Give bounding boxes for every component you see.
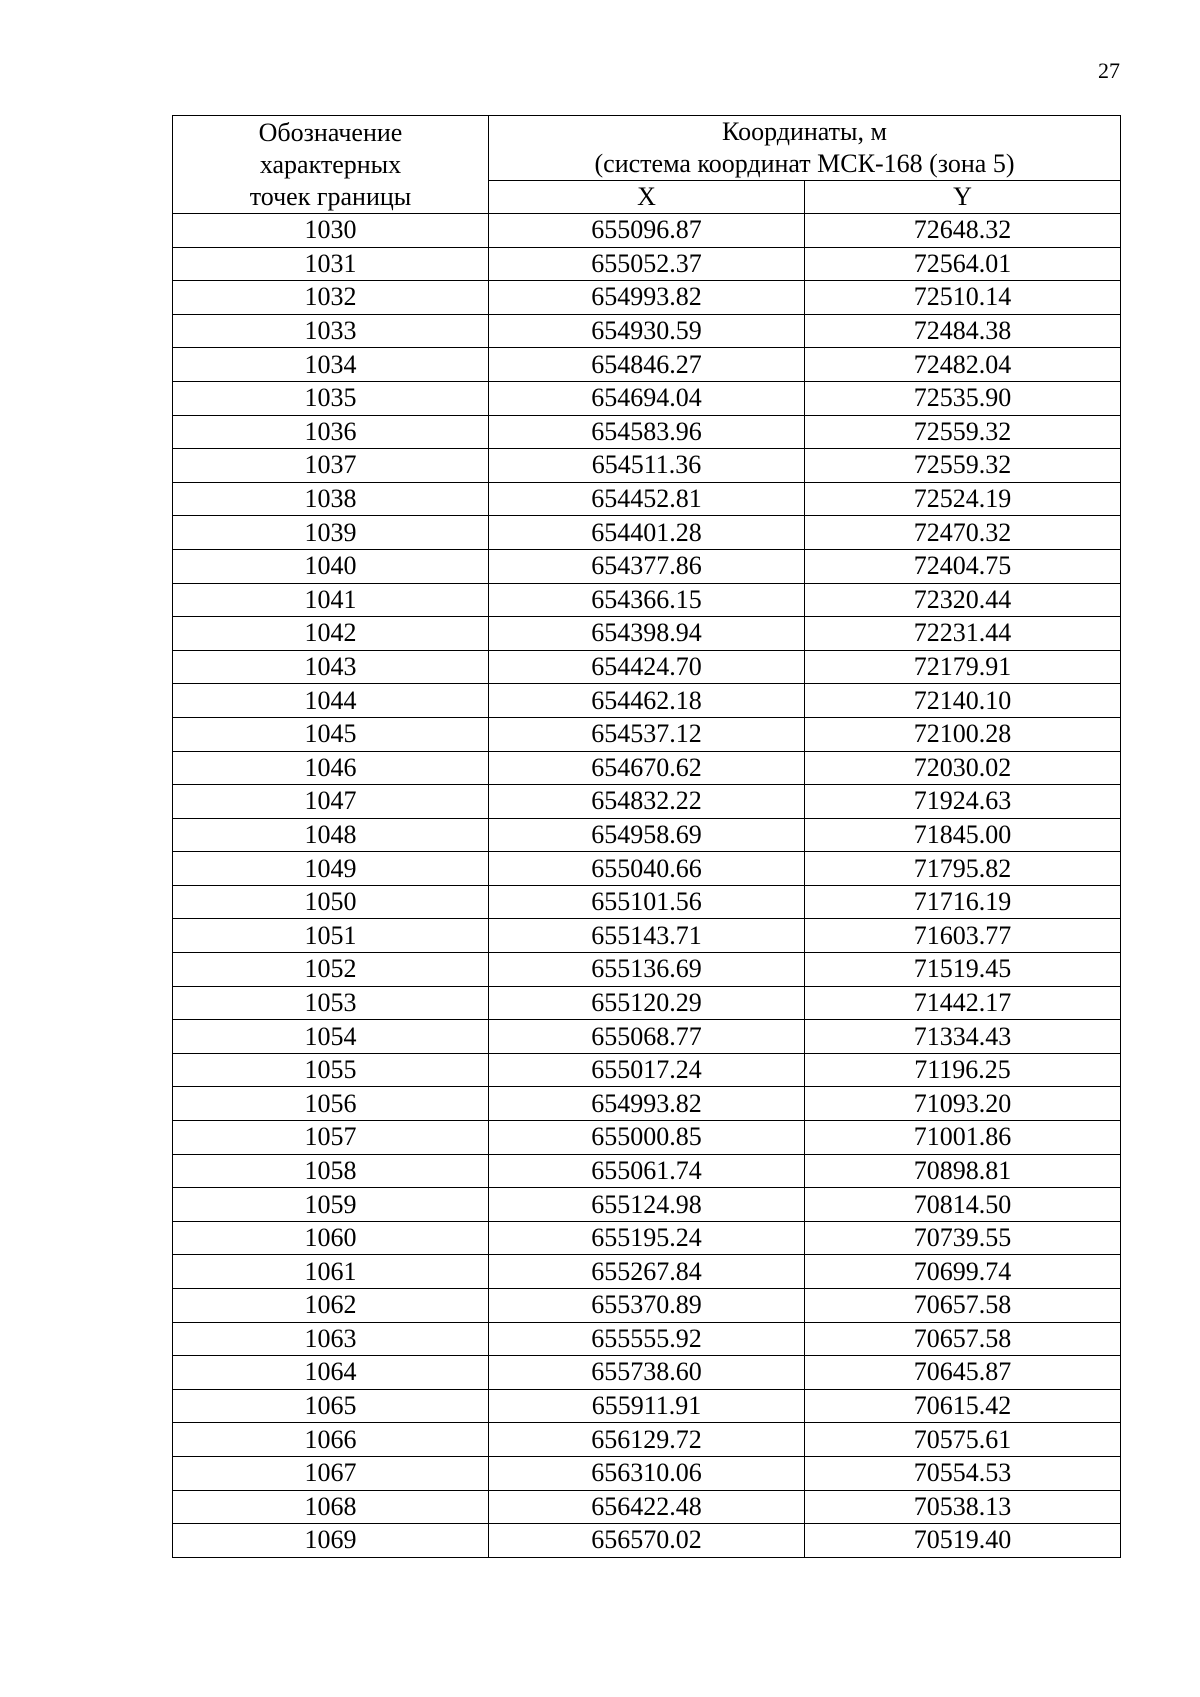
x-cell: 655096.87: [489, 214, 805, 248]
table-body: [173, 214, 1121, 1558]
y-cell: 70519.40: [805, 1524, 1121, 1558]
x-cell: 654424.70: [489, 650, 805, 684]
point-cell: 1041: [173, 583, 489, 617]
y-cell: 72404.75: [805, 549, 1121, 583]
header-y: Y: [805, 181, 1121, 214]
table-row: [173, 1121, 1121, 1155]
y-cell: 72648.32: [805, 214, 1121, 248]
page-number: 27: [1098, 58, 1120, 83]
x-cell: 655555.92: [489, 1322, 805, 1356]
x-cell: 655195.24: [489, 1221, 805, 1255]
table-row: [173, 818, 1121, 852]
y-cell: 70657.58: [805, 1322, 1121, 1356]
point-cell: 1052: [173, 953, 489, 987]
x-cell: 655120.29: [489, 986, 805, 1020]
y-cell: 71196.25: [805, 1053, 1121, 1087]
table-row: [173, 516, 1121, 550]
y-cell: 71795.82: [805, 852, 1121, 886]
point-cell: 1047: [173, 785, 489, 819]
table-row: [173, 919, 1121, 953]
y-cell: 72510.14: [805, 281, 1121, 315]
header-coordinates: [489, 116, 1121, 181]
point-cell: 1062: [173, 1289, 489, 1323]
table-row: [173, 583, 1121, 617]
y-cell: 72482.04: [805, 348, 1121, 382]
point-cell: 1045: [173, 717, 489, 751]
table-row: [173, 314, 1121, 348]
table-row: [173, 415, 1121, 449]
table-row: [173, 885, 1121, 919]
x-cell: 654993.82: [489, 281, 805, 315]
x-cell: 655040.66: [489, 852, 805, 886]
table-row: [173, 1154, 1121, 1188]
x-cell: 655911.91: [489, 1389, 805, 1423]
table-row: [173, 1524, 1121, 1558]
y-cell: 71093.20: [805, 1087, 1121, 1121]
x-cell: 655267.84: [489, 1255, 805, 1289]
y-cell: 71924.63: [805, 785, 1121, 819]
y-cell: 72559.32: [805, 415, 1121, 449]
x-cell: 655052.37: [489, 247, 805, 281]
y-cell: 72559.32: [805, 449, 1121, 483]
header-point-label-line: точек границы: [249, 181, 412, 211]
x-cell: 655061.74: [489, 1154, 805, 1188]
table-row: [173, 1255, 1121, 1289]
x-cell: 655017.24: [489, 1053, 805, 1087]
point-cell: 1063: [173, 1322, 489, 1356]
header-coordinates-line: Координаты, м: [722, 117, 887, 146]
table-row: [173, 986, 1121, 1020]
x-cell: 654537.12: [489, 717, 805, 751]
table-row: [173, 281, 1121, 315]
y-cell: 70554.53: [805, 1456, 1121, 1490]
x-cell: 654993.82: [489, 1087, 805, 1121]
x-cell: 655124.98: [489, 1188, 805, 1222]
point-cell: 1057: [173, 1121, 489, 1155]
x-cell: 655000.85: [489, 1121, 805, 1155]
y-cell: 72320.44: [805, 583, 1121, 617]
point-cell: 1055: [173, 1053, 489, 1087]
y-cell: 71519.45: [805, 953, 1121, 987]
point-cell: 1035: [173, 381, 489, 415]
table-row: [173, 650, 1121, 684]
table-row: [173, 1423, 1121, 1457]
point-cell: 1060: [173, 1221, 489, 1255]
point-cell: 1051: [173, 919, 489, 953]
y-cell: 72140.10: [805, 684, 1121, 718]
table-row: [173, 1188, 1121, 1222]
x-cell: 654377.86: [489, 549, 805, 583]
table-header: [173, 116, 1121, 214]
point-cell: 1034: [173, 348, 489, 382]
y-cell: 70645.87: [805, 1356, 1121, 1390]
table-row: [173, 1087, 1121, 1121]
table-row: [173, 684, 1121, 718]
y-cell: 72484.38: [805, 314, 1121, 348]
y-cell: 72030.02: [805, 751, 1121, 785]
point-cell: 1049: [173, 852, 489, 886]
y-cell: 71716.19: [805, 885, 1121, 919]
x-cell: 654452.81: [489, 482, 805, 516]
x-cell: 654583.96: [489, 415, 805, 449]
x-cell: 655143.71: [489, 919, 805, 953]
x-cell: 655101.56: [489, 885, 805, 919]
y-cell: 72100.28: [805, 717, 1121, 751]
x-cell: 655068.77: [489, 1020, 805, 1054]
y-cell: 71442.17: [805, 986, 1121, 1020]
x-cell: 656570.02: [489, 1524, 805, 1558]
table-row: [173, 348, 1121, 382]
x-cell: 654511.36: [489, 449, 805, 483]
point-cell: 1030: [173, 214, 489, 248]
point-cell: 1037: [173, 449, 489, 483]
table-row: [173, 785, 1121, 819]
point-cell: 1054: [173, 1020, 489, 1054]
point-cell: 1066: [173, 1423, 489, 1457]
y-cell: 72564.01: [805, 247, 1121, 281]
point-cell: 1065: [173, 1389, 489, 1423]
y-cell: 71845.00: [805, 818, 1121, 852]
point-cell: 1046: [173, 751, 489, 785]
point-cell: 1068: [173, 1490, 489, 1524]
x-cell: 654401.28: [489, 516, 805, 550]
y-cell: 72179.91: [805, 650, 1121, 684]
y-cell: 71603.77: [805, 919, 1121, 953]
table-row: [173, 1289, 1121, 1323]
table-row: [173, 449, 1121, 483]
y-cell: 70898.81: [805, 1154, 1121, 1188]
y-cell: 72535.90: [805, 381, 1121, 415]
point-cell: 1067: [173, 1456, 489, 1490]
point-cell: 1039: [173, 516, 489, 550]
table-row: [173, 549, 1121, 583]
y-cell: 70814.50: [805, 1188, 1121, 1222]
y-cell: 71001.86: [805, 1121, 1121, 1155]
point-cell: 1042: [173, 617, 489, 651]
y-cell: 70657.58: [805, 1289, 1121, 1323]
coordinates-table: [172, 115, 1121, 1558]
point-cell: 1048: [173, 818, 489, 852]
y-cell: 70538.13: [805, 1490, 1121, 1524]
header-point-label-line: Обозначение: [258, 117, 403, 147]
header-coordinates-line: (система координат МСК-168 (зона 5): [594, 149, 1015, 178]
x-cell: 654670.62: [489, 751, 805, 785]
point-cell: 1040: [173, 549, 489, 583]
point-cell: 1033: [173, 314, 489, 348]
y-cell: 72470.32: [805, 516, 1121, 550]
table-row: [173, 1221, 1121, 1255]
header-point-label-line: характерных: [259, 149, 402, 179]
x-cell: 656310.06: [489, 1456, 805, 1490]
table-row: [173, 953, 1121, 987]
table-row: [173, 717, 1121, 751]
point-cell: 1038: [173, 482, 489, 516]
table-row: [173, 1389, 1121, 1423]
table-row: [173, 1020, 1121, 1054]
table-row: [173, 381, 1121, 415]
table-row: [173, 1053, 1121, 1087]
x-cell: 654832.22: [489, 785, 805, 819]
table-row: [173, 482, 1121, 516]
x-cell: 654846.27: [489, 348, 805, 382]
table-row: [173, 617, 1121, 651]
point-cell: 1064: [173, 1356, 489, 1390]
point-cell: 1044: [173, 684, 489, 718]
table-row: [173, 1356, 1121, 1390]
table-row: [173, 1456, 1121, 1490]
y-cell: 70615.42: [805, 1389, 1121, 1423]
point-cell: 1032: [173, 281, 489, 315]
y-cell: 70739.55: [805, 1221, 1121, 1255]
point-cell: 1043: [173, 650, 489, 684]
y-cell: 72524.19: [805, 482, 1121, 516]
y-cell: 72231.44: [805, 617, 1121, 651]
x-cell: 654398.94: [489, 617, 805, 651]
point-cell: 1036: [173, 415, 489, 449]
x-cell: 655738.60: [489, 1356, 805, 1390]
x-cell: 656422.48: [489, 1490, 805, 1524]
table-row: [173, 247, 1121, 281]
x-cell: 654366.15: [489, 583, 805, 617]
x-cell: 655136.69: [489, 953, 805, 987]
table-row: [173, 751, 1121, 785]
x-cell: 655370.89: [489, 1289, 805, 1323]
table-row: [173, 214, 1121, 248]
x-cell: 654958.69: [489, 818, 805, 852]
point-cell: 1058: [173, 1154, 489, 1188]
header-point-label: [173, 116, 489, 214]
x-cell: 654462.18: [489, 684, 805, 718]
point-cell: 1061: [173, 1255, 489, 1289]
table-row: [173, 1322, 1121, 1356]
x-cell: 656129.72: [489, 1423, 805, 1457]
table-row: [173, 1490, 1121, 1524]
y-cell: 70699.74: [805, 1255, 1121, 1289]
x-cell: 654930.59: [489, 314, 805, 348]
x-cell: 654694.04: [489, 381, 805, 415]
point-cell: 1069: [173, 1524, 489, 1558]
y-cell: 70575.61: [805, 1423, 1121, 1457]
point-cell: 1059: [173, 1188, 489, 1222]
y-cell: 71334.43: [805, 1020, 1121, 1054]
header-x: X: [489, 181, 805, 214]
table-row: [173, 852, 1121, 886]
point-cell: 1056: [173, 1087, 489, 1121]
point-cell: 1050: [173, 885, 489, 919]
point-cell: 1053: [173, 986, 489, 1020]
point-cell: 1031: [173, 247, 489, 281]
